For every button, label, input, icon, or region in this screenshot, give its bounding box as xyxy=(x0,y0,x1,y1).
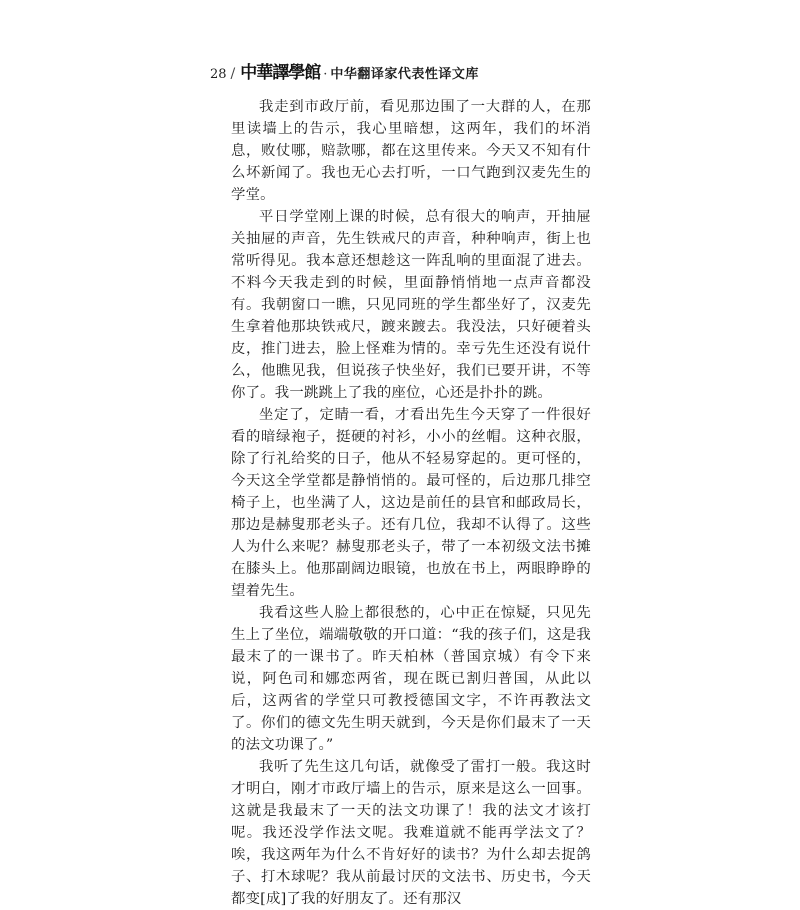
header-separator: / xyxy=(230,66,236,82)
paragraph: 坐定了，定睛一看，才看出先生今天穿了一件很好看的暗绿袍子，挺硬的衬衫，小小的丝帽。这种衣服，除了行礼给奖的日子，他从不轻易穿起的。更可怪的，今天这全学堂都是静悄悄的。最可怪的，后边那几排空椅子上，也坐满了人，这边是前任的县官和邮政局长，那边是赫叟那老头子。还有几位，我却不认得了。这些人为什么来呢？赫叟那老头子，带了一本初级文法书摊在膝头上。他那副阔边眼镜，也放在书上，两眼睁睁的望着先生。 xyxy=(231,407,591,599)
paragraph: 我看这些人脸上都很愁的，心中正在惊疑，只见先生上了坐位，端端敬敬的开口道：“我的孩子们，这是我最末了的一课书了。昨天柏林（普国京城）有令下来说，阿色司和娜恋两省，现在既已割归普国，从此以后，这两省的学堂只可教授德国文字，不许再教法文了。你们的德文先生明天就到，今天是你们最末了一天的法文功课了。” xyxy=(231,605,591,753)
paragraph: 我走到市政厅前，看见那边围了一大群的人，在那里读墙上的告示，我心里暗想，这两年，我们的坏消息，败仗哪，赔款哪，都在这里传来。今天又不知有什么坏新闻了。我也无心去打听，一口气跑到汉麦先生的学堂。 xyxy=(231,99,591,203)
paragraph: 我听了先生这几句话，就像受了雷打一般。我这时才明白，刚才市政厅墙上的告示，原来是这么一回事。这就是我最末了一天的法文功课了！我的法文才该打呢。我还没学作法文呢。我难道就不能再学法文了？唉，我这两年为什么不肯好好的读书？为什么却去捉鸽子、打木球呢？我从前最讨厌的文法书、历史书，今天都变[成]了我的好朋友了。还有那汉 xyxy=(231,759,591,907)
header-dot: · xyxy=(323,67,328,82)
series-logo: 中華譯學館 xyxy=(240,63,321,83)
series-subtitle: 中华翻译家代表性译文库 xyxy=(330,67,479,82)
page-number: 28 xyxy=(210,67,227,82)
paragraph: 平日学堂刚上课的时候，总有很大的响声，开抽屉关抽屉的声音，先生铁戒尺的声音，种种响声，街上也常听得见。我本意还想趁这一阵乱响的里面混了进去。不料今天我走到的时候，里面静悄悄地一点声音都没有。我朝窗口一瞧，只见同班的学生都坐好了，汉麦先生拿着他那块铁戒尺，踱来踱去。我没法，只好硬着头皮，推门进去，脸上怪难为情的。幸亏先生还没有说什么，他瞧见我，但说孩子快坐好，我们已要开讲，不等你了。我一跳跳上了我的座位，心还是扑扑的跳。 xyxy=(231,209,591,401)
running-header xyxy=(210,58,479,83)
body-text xyxy=(231,96,591,910)
